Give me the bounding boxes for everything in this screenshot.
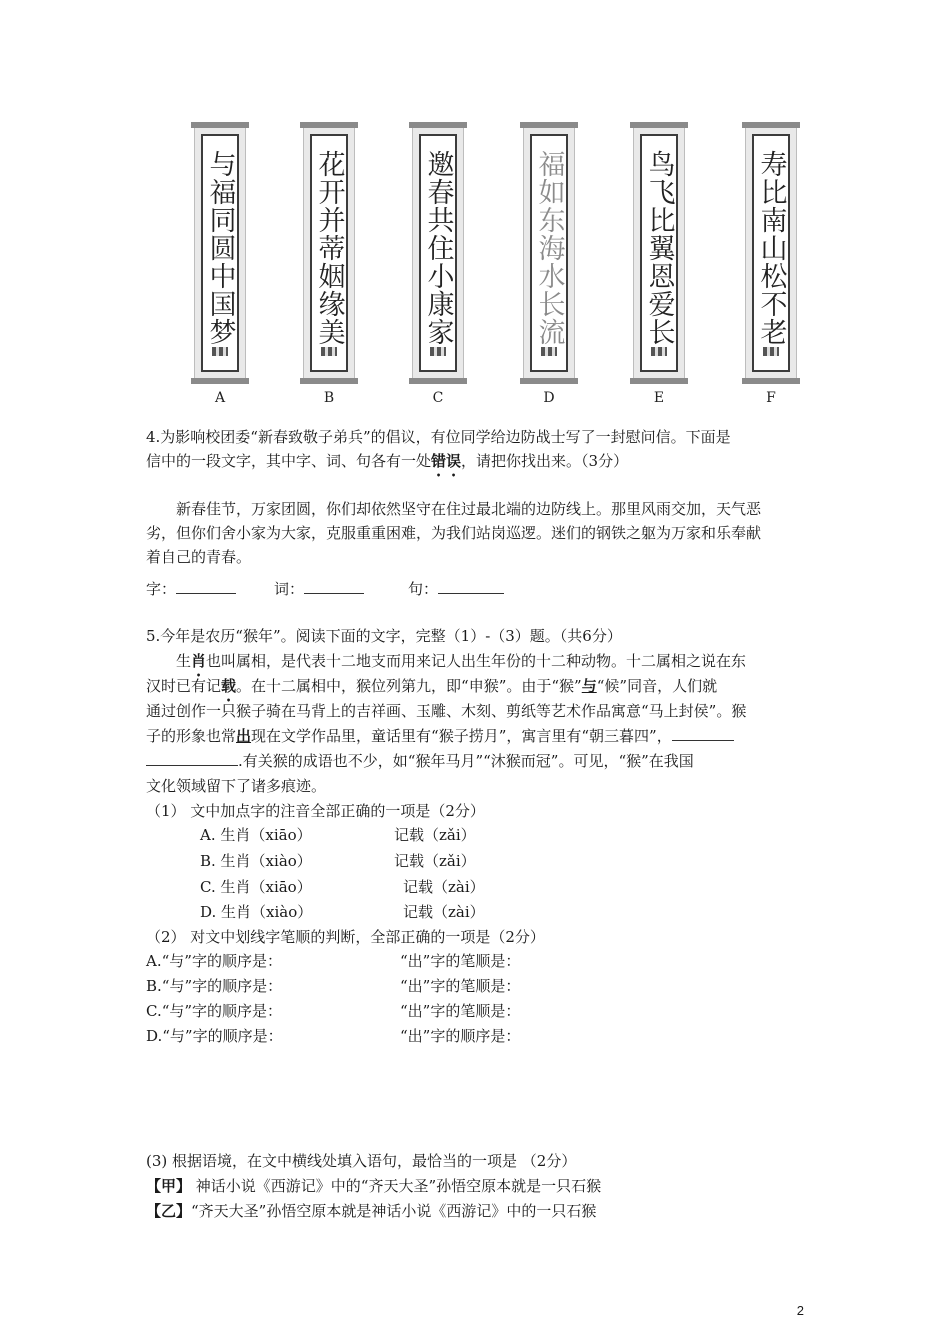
couplet-letter: B <box>323 390 335 406</box>
q5-sub2-option-d-b: “出”字的顺序是： <box>400 1027 521 1045</box>
q5-sub1-option-d-b: 记载（zài） <box>403 903 485 921</box>
couplet-scroll-b <box>303 123 355 383</box>
couplet-text: 邀春共住小康家 <box>422 150 454 346</box>
q5-sub3-option-yi[interactable]: 【乙】“齐天大圣”孙悟空原本就是神话小说《西游记》中的一只石猴 <box>146 1202 597 1220</box>
couplet-scrolls-figure <box>190 123 805 408</box>
q5-passage-line1: 生肖也叫属相，是代表十二地支而用来记人出生年份的十二种动物。十二属相之说在东 <box>176 652 747 670</box>
answer-blank[interactable] <box>176 579 236 594</box>
couplet-text: 与福同圆中国梦 <box>204 150 236 346</box>
page-number: 2 <box>796 1303 804 1318</box>
ornament-icon <box>541 347 557 356</box>
q5-sub1-option-d[interactable]: D. 生肖（xiào） <box>200 903 313 921</box>
dotted-char: 载 <box>221 677 237 695</box>
dotted-char: 肖 <box>191 652 207 670</box>
q5-passage-line6: 文化领域留下了诸多痕迹。 <box>146 777 327 795</box>
q5-sub2-option-a-b: “出”字的笔顺是： <box>400 952 521 970</box>
couplet-scroll-c <box>412 123 464 383</box>
fill-blank[interactable] <box>672 726 734 741</box>
q4-stem-line2: 信中的一段文字，其中字、词、句各有一处错误，请把你找出来。（3分） <box>146 452 629 470</box>
q5-sub1-option-b[interactable]: B. 生肖（xiào） <box>200 852 312 870</box>
couplet-letter: C <box>432 390 444 406</box>
q5-sub2-option-b-b: “出”字的笔顺是： <box>400 977 521 995</box>
fill-blank[interactable] <box>146 751 238 766</box>
ornament-icon <box>763 347 779 356</box>
couplet-letter: F <box>766 390 776 406</box>
emphasis-text: 错误 <box>431 452 462 470</box>
ornament-icon <box>430 347 446 356</box>
ornament-icon <box>321 347 337 356</box>
q5-sub2-stem: （2） 对文中划线字笔顺的判断，全部正确的一项是（2分） <box>146 928 545 946</box>
couplet-text: 寿比南山松不老 <box>755 150 787 346</box>
q5-passage-line4: 子的形象也常出现在文学作品里，童话里有“猴子捞月”，寓言里有“朝三暮四”， <box>146 725 734 746</box>
couplet-letter: D <box>543 390 555 406</box>
q5-sub1-option-c[interactable]: C. 生肖（xiāo） <box>200 878 312 896</box>
answer-blank[interactable] <box>304 579 364 594</box>
q5-passage-line5: .有关猴的成语也不少，如“猴年马月”“沐猴而冠”。可见，“猴”在我国 <box>146 750 694 771</box>
q5-sub3-option-jia[interactable]: 【甲】 神话小说《西游记》中的“齐天大圣”孙悟空原本就是一只石猴 <box>146 1177 602 1195</box>
couplet-text: 鸟飞比翼恩爱长 <box>643 150 675 346</box>
answer-blank[interactable] <box>438 579 504 594</box>
couplet-letter: A <box>214 390 226 406</box>
couplet-scroll-e <box>633 123 685 383</box>
q5-sub2-option-d[interactable]: D.“与”字的顺序是： <box>146 1027 283 1045</box>
couplet-text: 福如东海水长流 <box>533 150 565 346</box>
q4-passage-line1: 新春佳节，万家团圆，你们却依然坚守在住过最北端的边防线上。那里风雨交加，天气恶 <box>176 500 762 518</box>
q5-sub2-option-b[interactable]: B.“与”字的顺序是： <box>146 977 283 995</box>
q4-answer-ci: 词： <box>274 578 364 599</box>
q5-passage-line3: 通过创作一只猴子骑在马背上的吉祥画、玉雕、木刻、剪纸等艺术作品寓意“马上封侯”。猴 <box>146 702 747 720</box>
q5-sub1-option-a-b: 记载（zǎi） <box>394 826 476 844</box>
q5-sub1-option-c-b: 记载（zài） <box>403 878 485 896</box>
couplet-text: 花开并蒂姻缘美 <box>313 150 345 346</box>
q5-sub2-option-c[interactable]: C.“与”字的顺序是： <box>146 1002 283 1020</box>
couplet-scroll-d <box>523 123 575 383</box>
q5-passage-line2: 汉时已有记载。在十二属相中，猴位列第九，即“申猴”。由于“猴”与“候”同音，人们就 <box>146 677 718 695</box>
ornament-icon <box>651 347 667 356</box>
q5-sub3-stem: (3) 根据语境，在文中横线处填入语句，最恰当的一项是 （2分） <box>146 1152 577 1170</box>
q4-stem-line1: 4.为影响校团委“新春致敬子弟兵”的倡议，有位同学给边防战士写了一封慰问信。下面是 <box>146 428 731 446</box>
q5-sub1-option-b-b: 记载（zǎi） <box>394 852 476 870</box>
q5-sub1-stem: （1） 文中加点字的注音全部正确的一项是（2分） <box>146 802 485 820</box>
option-label: 【乙】 <box>146 1202 192 1220</box>
ornament-icon <box>212 347 228 356</box>
q5-title: 5.今年是农历“猴年”。阅读下面的文字，完整（1）-（3）题。（共6分） <box>146 627 622 645</box>
underlined-char: 出 <box>236 727 252 745</box>
q5-sub2-option-a[interactable]: A.“与”字的顺序是： <box>146 952 282 970</box>
couplet-scroll-a <box>194 123 246 383</box>
couplet-letter: E <box>653 390 665 406</box>
q4-answer-ju: 句： <box>408 578 504 599</box>
couplet-scroll-f <box>745 123 797 383</box>
q4-passage-line2: 劣，但你们舍小家为大家，克服重重困难，为我们站岗巡逻。迷们的钢铁之躯为万家和乐奉献 <box>146 524 762 542</box>
q4-passage-line3: 着自己的青春。 <box>146 548 252 566</box>
q5-sub2-option-c-b: “出”字的笔顺是： <box>400 1002 521 1020</box>
underlined-char: 与 <box>581 677 597 695</box>
q5-sub1-option-a[interactable]: A. 生肖（xiāo） <box>200 826 312 844</box>
q4-answer-zi: 字： <box>146 578 236 599</box>
option-label: 【甲】 <box>146 1177 192 1195</box>
